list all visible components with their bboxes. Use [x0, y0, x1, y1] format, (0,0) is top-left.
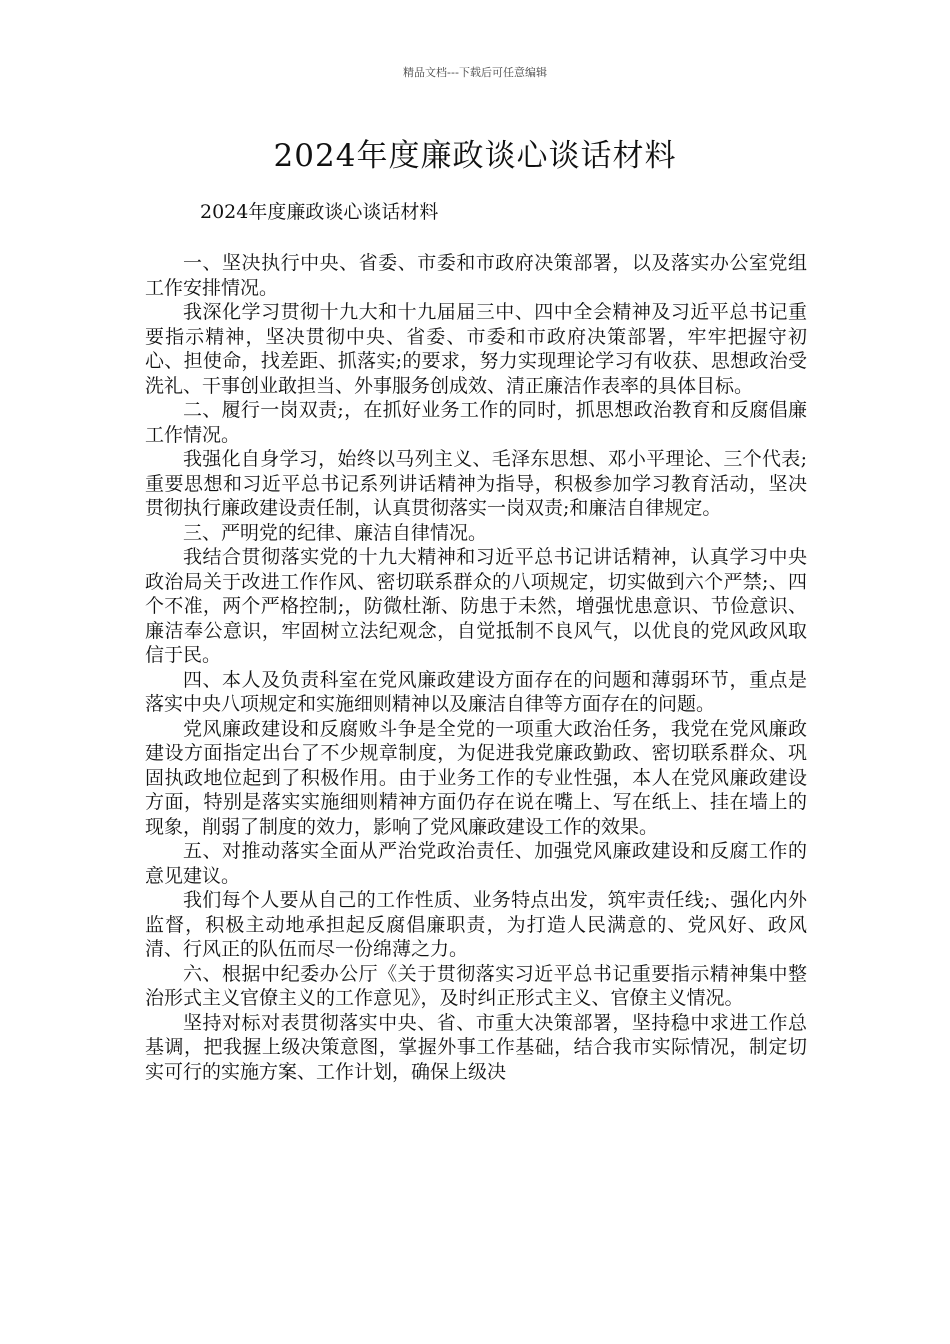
paragraph: 三、严明党的纪律、廉洁自律情况。 [183, 521, 488, 544]
paragraph: 坚持对标对表贯彻落实中央、省、市重大决策部署，坚持稳中求进工作总基调，把我握上级决策意图，掌握外事工作基础，结合我市实际情况，制定切实可行的实施方案、工作计划，确保上级决 [145, 1011, 807, 1083]
document-body [145, 251, 807, 1084]
paragraph: 四、本人及负责科室在党风廉政建设方面存在的问题和薄弱环节，重点是落实中央八项规定和实施细则精神以及廉洁自律等方面存在的问题。 [145, 668, 807, 715]
paragraph: 我深化学习贯彻十九大和十九届届三中、四中全会精神及习近平总书记重要指示精神，坚决贯彻中央、省委、市委和市政府决策部署，牢牢把握守初心、担使命，找差距、抓落实;的要求，努力实现理论学习有收获、思想政治受洗礼、干事创业敢担当、外事服务创成效、清正廉洁作表率的具体目标。 [145, 301, 807, 397]
paragraph: 五、对推动落实全面从严治党政治责任、加强党风廉政建设和反腐工作的意见建议。 [145, 840, 807, 887]
document-subtitle: 2024年度廉政谈心谈话材料 [200, 201, 439, 223]
paragraph: 二、履行一岗双责;，在抓好业务工作的同时，抓思想政治教育和反腐倡廉工作情况。 [145, 399, 807, 446]
paragraph: 我强化自身学习，始终以马列主义、毛泽东思想、邓小平理论、三个代表;重要思想和习近平总书记系列讲话精神为指导，积极参加学习教育活动，坚决贯彻执行廉政建设责任制，认真贯彻落实一岗双责;和廉洁自律规定。 [145, 448, 807, 519]
paragraph: 我结合贯彻落实党的十九大精神和习近平总书记讲话精神，认真学习中央政治局关于改进工作作风、密切联系群众的八项规定，切实做到六个严禁;、四个不准，两个严格控制;，防微杜渐、防患于未然，增强忧患意识、节俭意识、廉洁奉公意识，牢固树立法纪观念，自觉抵制不良风气，以优良的党风政风取信于民。 [145, 546, 807, 666]
paragraph: 六、根据中纪委办公厅《关于贯彻落实习近平总书记重要指示精神集中整治形式主义官僚主义的工作意见》，及时纠正形式主义、官僚主义情况。 [145, 962, 807, 1009]
header-note: 精品文档---下载后可任意编辑 [403, 66, 547, 79]
document-title: 2024年度廉政谈心谈话材料 [273, 138, 677, 174]
paragraph: 我们每个人要从自己的工作性质、业务特点出发，筑牢责任线;、强化内外监督，积极主动地承担起反腐倡廉职责，为打造人民满意的、党风好、政风清、行风正的队伍而尽一份绵薄之力。 [145, 889, 807, 960]
paragraph: 党风廉政建设和反腐败斗争是全党的一项重大政治任务，我党在党风廉政建设方面指定出台了不少规章制度，为促进我党廉政勤政、密切联系群众、巩固执政地位起到了积极作用。由于业务工作的专业性强，本人在党风廉政建设方面，特别是落实实施细则精神方面仍存在说在嘴上、写在纸上、挂在墙上的现象，削弱了制度的效力，影响了党风廉政建设工作的效果。 [145, 717, 807, 838]
paragraph: 一、坚决执行中央、省委、市委和市政府决策部署，以及落实办公室党组工作安排情况。 [145, 252, 807, 299]
